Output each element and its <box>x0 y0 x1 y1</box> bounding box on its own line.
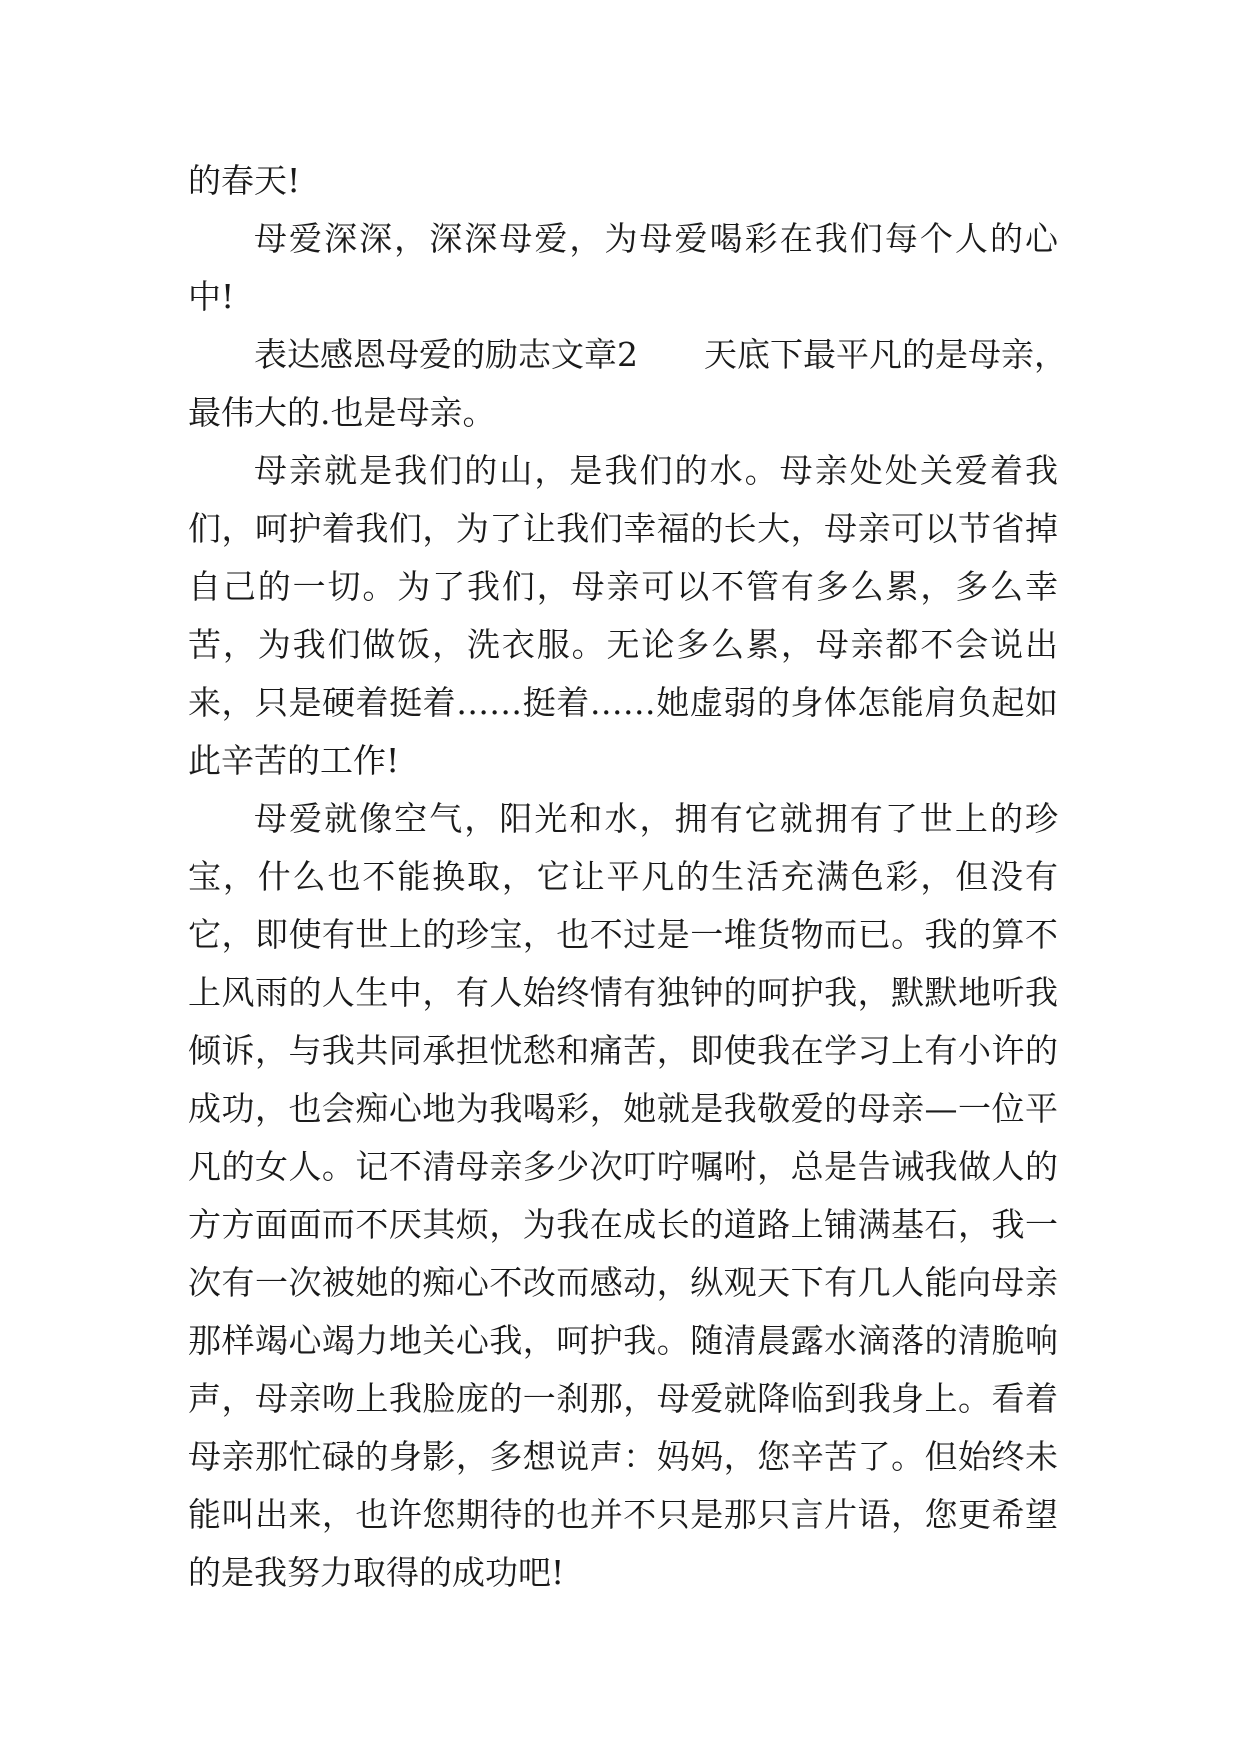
paragraph-mother-mountain: 母亲就是我们的山，是我们的水。母亲处处关爱着我们，呵护着我们，为了让我们幸福的长大，母亲可以节省掉自己的一切。为了我们，母亲可以不管有多么累，多么幸苦，为我们做饭，洗衣服。无论多么累，母亲都不会说出来，只是硬着挺着……挺着……她虚弱的身体怎能肩负起如此辛苦的工作! <box>188 451 1058 780</box>
paragraph-cheer: 母爱深深，深深母爱，为母爱喝彩在我们每个人的心中! <box>188 219 1058 316</box>
article-opening-continuation: 最伟大的.也是母亲。 <box>188 393 496 432</box>
article-title-line <box>188 326 1067 384</box>
article-opening: 天底下最平凡的是母亲， <box>704 335 1067 374</box>
paragraph-mother-love: 母爱就像空气，阳光和水，拥有它就拥有了世上的珍宝，什么也不能换取，它让平凡的生活充满色彩，但没有它，即使有世上的珍宝，也不过是一堆货物而已。我的算不上风雨的人生中，有人始终情有独钟的呵护我，默默地听我倾诉，与我共同承担忧愁和痛苦，即使我在学习上有小许的成功，也会痴心地为我喝彩，她就是我敬爱的母亲—一位平凡的女人。记不清母亲多少次叮咛嘱咐，总是告诫我做人的方方面面而不厌其烦，为我在成长的道路上铺满基石，我一次有一次被她的痴心不改而感动，纵观天下有几人能向母亲那样竭心竭力地关心我，呵护我。随清晨露水滴落的清脆响声，母亲吻上我脸庞的一刹那，母爱就降临到我身上。看着母亲那忙碌的身影，多想说声：妈妈，您辛苦了。但始终未能叫出来，也许您期待的也并不只是那只言片语，您更希望的是我努力取得的成功吧! <box>188 799 1058 1592</box>
document-body <box>188 152 1067 1602</box>
paragraph-continuation: 的春天! <box>188 161 301 200</box>
article-title: 表达感恩母爱的励志文章2 <box>254 335 638 374</box>
